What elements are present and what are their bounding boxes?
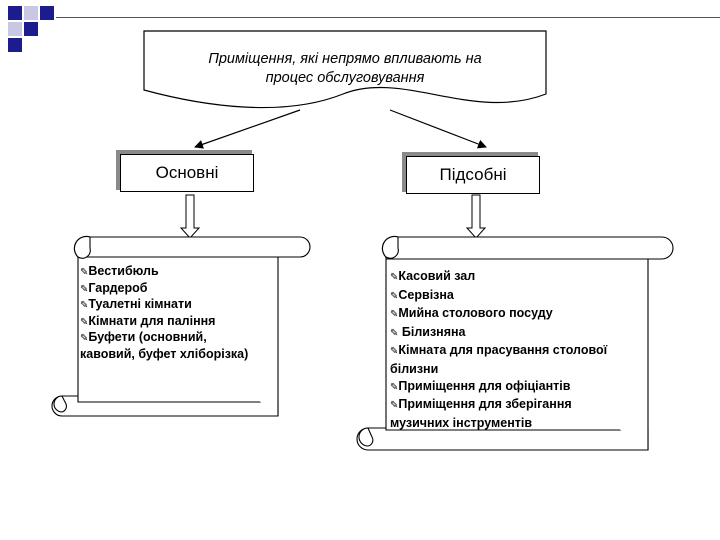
- pencil-bullet-icon: ✎: [390, 272, 399, 283]
- list-item: ✎Гардероб: [80, 280, 148, 295]
- arrow-to-basic: [195, 110, 300, 147]
- pencil-bullet-icon: ✎: [80, 316, 89, 328]
- pencil-bullet-icon: ✎: [390, 327, 399, 339]
- category-basic-label: Основні: [120, 154, 254, 192]
- down-arrow-auxiliary: [467, 195, 485, 238]
- pencil-bullet-icon: ✎: [390, 381, 399, 393]
- list-item: ✎Приміщення для зберігання: [390, 397, 572, 412]
- list-item-continuation: кавовий, буфет хліборізка): [80, 346, 249, 361]
- pencil-bullet-icon: ✎: [80, 300, 89, 311]
- list-item-continuation: музичних інструментів: [390, 415, 533, 430]
- list-item: ✎Вестибюль: [80, 264, 159, 278]
- pencil-bullet-icon: ✎: [80, 267, 89, 278]
- list-basic: [80, 264, 248, 362]
- title-line-2: процес обслуговування: [265, 70, 425, 86]
- pencil-bullet-icon: ✎: [80, 333, 89, 344]
- pencil-bullet-icon: ✎: [390, 290, 399, 302]
- list-auxiliary: [390, 268, 607, 431]
- pencil-bullet-icon: ✎: [80, 283, 89, 295]
- pencil-bullet-icon: ✎: [390, 346, 399, 358]
- list-item: ✎Касовий зал: [390, 269, 476, 283]
- pencil-bullet-icon: ✎: [390, 309, 399, 321]
- pencil-bullet-icon: ✎: [390, 400, 399, 412]
- category-basic: [116, 150, 256, 193]
- title-line-1: Приміщення, які непрямо впливають на: [208, 51, 482, 67]
- category-auxiliary: [402, 152, 542, 195]
- list-item: ✎Мийна столового посуду: [390, 306, 553, 321]
- list-item: ✎Туалетні кімнати: [80, 297, 192, 311]
- down-arrow-basic: [181, 195, 199, 238]
- arrow-to-auxiliary: [390, 110, 486, 147]
- list-item: ✎Приміщення для офіціантів: [390, 378, 571, 393]
- list-item: ✎Сервізна: [390, 287, 454, 302]
- category-auxiliary-label: Підсобні: [406, 156, 540, 194]
- list-item: ✎Кімната для прасування столової: [390, 343, 608, 358]
- list-item: ✎ Білизняна: [390, 324, 466, 339]
- list-item-continuation: білизни: [390, 361, 439, 376]
- list-item: ✎Кімнати для паління: [80, 313, 216, 328]
- list-item: ✎Буфети (основний,: [80, 330, 207, 344]
